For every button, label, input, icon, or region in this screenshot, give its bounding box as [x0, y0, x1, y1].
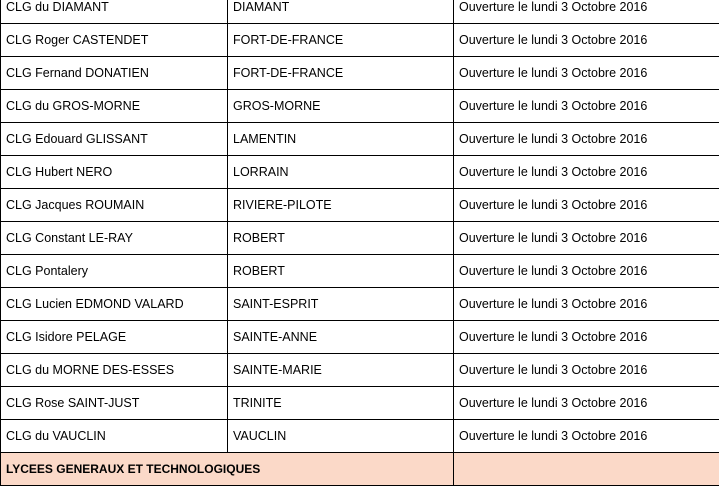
commune-cell[interactable]: DIAMANT	[228, 0, 454, 24]
commune-cell[interactable]: FORT-DE-FRANCE	[228, 24, 454, 57]
college-cell[interactable]: CLG du MORNE DES-ESSES	[1, 354, 228, 387]
table-row	[1, 57, 719, 90]
commune-cell[interactable]: ROBERT	[228, 222, 454, 255]
status-cell[interactable]: Ouverture le lundi 3 Octobre 2016	[454, 354, 719, 387]
section-header-cell[interactable]: LYCEES GENERAUX ET TECHNOLOGIQUES	[1, 453, 454, 486]
table-row	[1, 90, 719, 123]
status-cell[interactable]: Ouverture le lundi 3 Octobre 2016	[454, 123, 719, 156]
table-row	[1, 321, 719, 354]
commune-cell[interactable]: TRINITE	[228, 387, 454, 420]
table-row	[1, 288, 719, 321]
table-row	[1, 222, 719, 255]
commune-cell[interactable]: ROBERT	[228, 255, 454, 288]
status-cell[interactable]: Ouverture le lundi 3 Octobre 2016	[454, 0, 719, 24]
status-cell[interactable]: Ouverture le lundi 3 Octobre 2016	[454, 24, 719, 57]
college-cell[interactable]: CLG du DIAMANT	[1, 0, 228, 24]
college-cell[interactable]: CLG Constant LE-RAY	[1, 222, 228, 255]
status-cell[interactable]: Ouverture le lundi 3 Octobre 2016	[454, 222, 719, 255]
college-cell[interactable]: CLG Lucien EDMOND VALARD	[1, 288, 228, 321]
table-row	[1, 189, 719, 222]
commune-cell[interactable]: LORRAIN	[228, 156, 454, 189]
commune-cell[interactable]: VAUCLIN	[228, 420, 454, 453]
college-cell[interactable]: CLG Rose SAINT-JUST	[1, 387, 228, 420]
college-cell[interactable]: CLG du VAUCLIN	[1, 420, 228, 453]
commune-cell[interactable]: SAINT-ESPRIT	[228, 288, 454, 321]
status-cell[interactable]: Ouverture le lundi 3 Octobre 2016	[454, 189, 719, 222]
commune-cell[interactable]: FORT-DE-FRANCE	[228, 57, 454, 90]
table-row	[1, 255, 719, 288]
commune-cell[interactable]: GROS-MORNE	[228, 90, 454, 123]
table-row	[1, 156, 719, 189]
college-cell[interactable]: CLG Hubert NERO	[1, 156, 228, 189]
table-row	[1, 354, 719, 387]
status-cell[interactable]: Ouverture le lundi 3 Octobre 2016	[454, 321, 719, 354]
status-cell[interactable]: Ouverture le lundi 3 Octobre 2016	[454, 288, 719, 321]
section-empty-cell[interactable]	[454, 453, 719, 486]
status-cell[interactable]: Ouverture le lundi 3 Octobre 2016	[454, 57, 719, 90]
status-cell[interactable]: Ouverture le lundi 3 Octobre 2016	[454, 156, 719, 189]
commune-cell[interactable]: LAMENTIN	[228, 123, 454, 156]
college-cell[interactable]: CLG Fernand DONATIEN	[1, 57, 228, 90]
commune-cell[interactable]: SAINTE-MARIE	[228, 354, 454, 387]
college-cell[interactable]: CLG Roger CASTENDET	[1, 24, 228, 57]
commune-cell[interactable]: RIVIERE-PILOTE	[228, 189, 454, 222]
status-cell[interactable]: Ouverture le lundi 3 Octobre 2016	[454, 387, 719, 420]
table-row	[1, 24, 719, 57]
college-cell[interactable]: CLG Isidore PELAGE	[1, 321, 228, 354]
college-cell[interactable]: CLG Edouard GLISSANT	[1, 123, 228, 156]
table-row	[1, 0, 719, 24]
schools-table-body	[1, 0, 719, 486]
college-cell[interactable]: CLG du GROS-MORNE	[1, 90, 228, 123]
status-cell[interactable]: Ouverture le lundi 3 Octobre 2016	[454, 255, 719, 288]
status-cell[interactable]: Ouverture le lundi 3 Octobre 2016	[454, 420, 719, 453]
status-cell[interactable]: Ouverture le lundi 3 Octobre 2016	[454, 90, 719, 123]
college-cell[interactable]: CLG Jacques ROUMAIN	[1, 189, 228, 222]
college-cell[interactable]: CLG Pontalery	[1, 255, 228, 288]
table-row	[1, 387, 719, 420]
table-row	[1, 123, 719, 156]
commune-cell[interactable]: SAINTE-ANNE	[228, 321, 454, 354]
table-row	[1, 420, 719, 453]
section-header-row	[1, 453, 719, 486]
